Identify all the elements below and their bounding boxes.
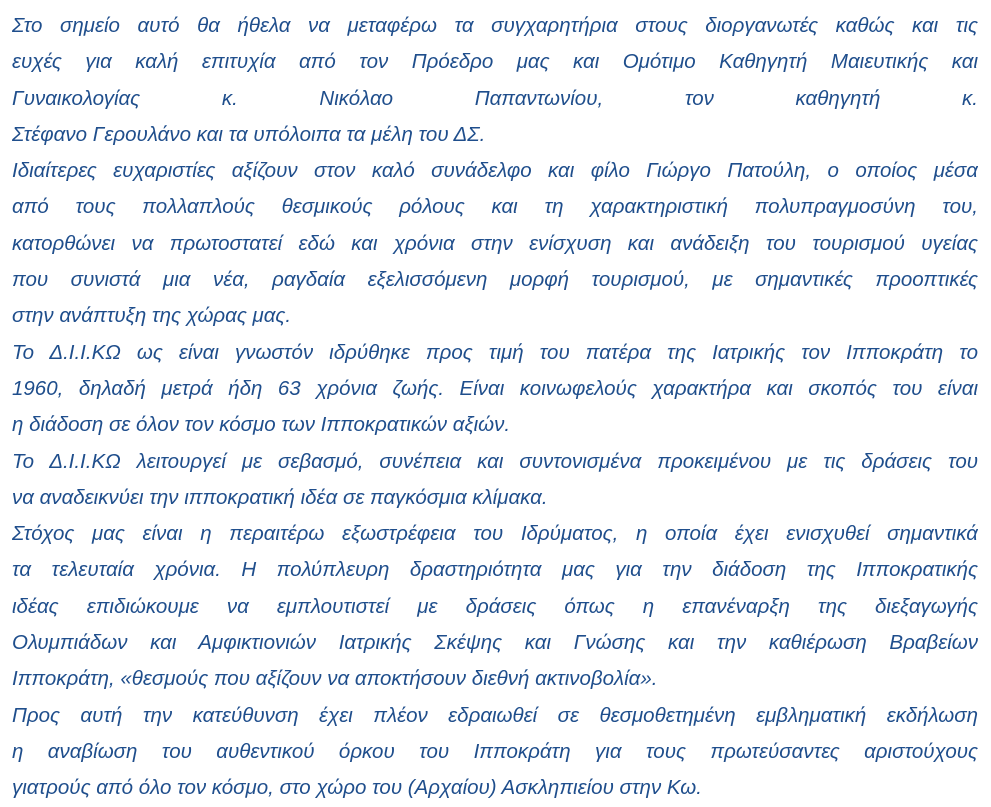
text-line: κατορθώνει να πρωτοστατεί εδώ και χρόνια στην ενίσχυση και ανάδειξη του τουρισμού υγείας bbox=[12, 231, 978, 255]
text-line: Ολυμπιάδων και Αμφικτιονιών Ιατρικής Σκέψης και Γνώσης και την καθιέρωση Βραβείων bbox=[12, 631, 978, 655]
text-line: ευχές για καλή επιτυχία από τον Πρόεδρο μας και Ομότιμο Καθηγητή Μαιευτικής και bbox=[12, 50, 978, 74]
text-line: Στέφανο Γερουλάνο και τα υπόλοιπα τα μέλη του ΔΣ. bbox=[12, 122, 486, 146]
text-line: Ιδιαίτερες ευχαριστίες αξίζουν στον καλό συνάδελφο και φίλο Γιώργο Πατούλη, ο οποίος μέσα bbox=[12, 159, 978, 183]
text-line: Ιπποκράτη, «θεσμούς που αξίζουν να αποκτήσουν διεθνή ακτινοβολία». bbox=[12, 667, 658, 691]
text-line: από τους πολλαπλούς θεσμικούς ρόλους και τη χαρακτηριστική πολυπραγμοσύνη του, bbox=[12, 195, 978, 219]
text-line: στην ανάπτυξη της χώρας μας. bbox=[12, 304, 292, 328]
text-line: Γυναικολογίας κ. Νικόλαο Παπαντωνίου, τον καθηγητή κ. bbox=[12, 86, 978, 110]
text-line: Το Δ.Ι.Ι.ΚΩ ως είναι γνωστόν ιδρύθηκε προς τιμή του πατέρα της Ιατρικής τον Ιπποκράτη το bbox=[12, 340, 978, 364]
text-line: Προς αυτή την κατεύθυνση έχει πλέον εδραιωθεί σε θεσμοθετημένη εμβληματική εκδήλωση bbox=[12, 703, 978, 727]
text-line: η διάδοση σε όλον τον κόσμο των Ιπποκρατικών αξιών. bbox=[12, 413, 511, 437]
document-body bbox=[12, 8, 978, 807]
text-line: 1960, δηλαδή μετρά ήδη 63 χρόνια ζωής. Είναι κοινωφελούς χαρακτήρα και σκοπός του είναι bbox=[12, 376, 978, 400]
text-line: Το Δ.Ι.Ι.ΚΩ λειτουργεί με σεβασμό, συνέπεια και συντονισμένα προκειμένου με τις δράσεις του bbox=[12, 449, 978, 473]
text-line: ιδέας επιδιώκουμε να εμπλουτιστεί με δράσεις όπως η επανέναρξη της διεξαγωγής bbox=[12, 594, 978, 618]
text-line: τα τελευταία χρόνια. Η πολύπλευρη δραστηριότητα μας για την διάδοση της Ιπποκρατικής bbox=[12, 558, 978, 582]
text-line: η αναβίωση του αυθεντικού όρκου του Ιπποκράτη για τους πρωτεύσαντες αριστούχους bbox=[12, 739, 978, 763]
text-line: να αναδεικνύει την ιπποκρατική ιδέα σε παγκόσμια κλίμακα. bbox=[12, 485, 548, 509]
text-line: Στο σημείο αυτό θα ήθελα να μεταφέρω τα συγχαρητήρια στους διοργανωτές καθώς και τις bbox=[12, 14, 978, 37]
text-line: γιατρούς από όλο τον κόσμο, στο χώρο του (Αρχαίου) Ασκληπιείου στην Κω. bbox=[12, 776, 702, 800]
text-line: που συνιστά μια νέα, ραγδαία εξελισσόμενη μορφή τουρισμού, με σημαντικές προοπτικές bbox=[12, 268, 978, 292]
text-line: Στόχος μας είναι η περαιτέρω εξωστρέφεια του Ιδρύματος, η οποία έχει ενισχυθεί σημαντικά bbox=[12, 522, 978, 546]
